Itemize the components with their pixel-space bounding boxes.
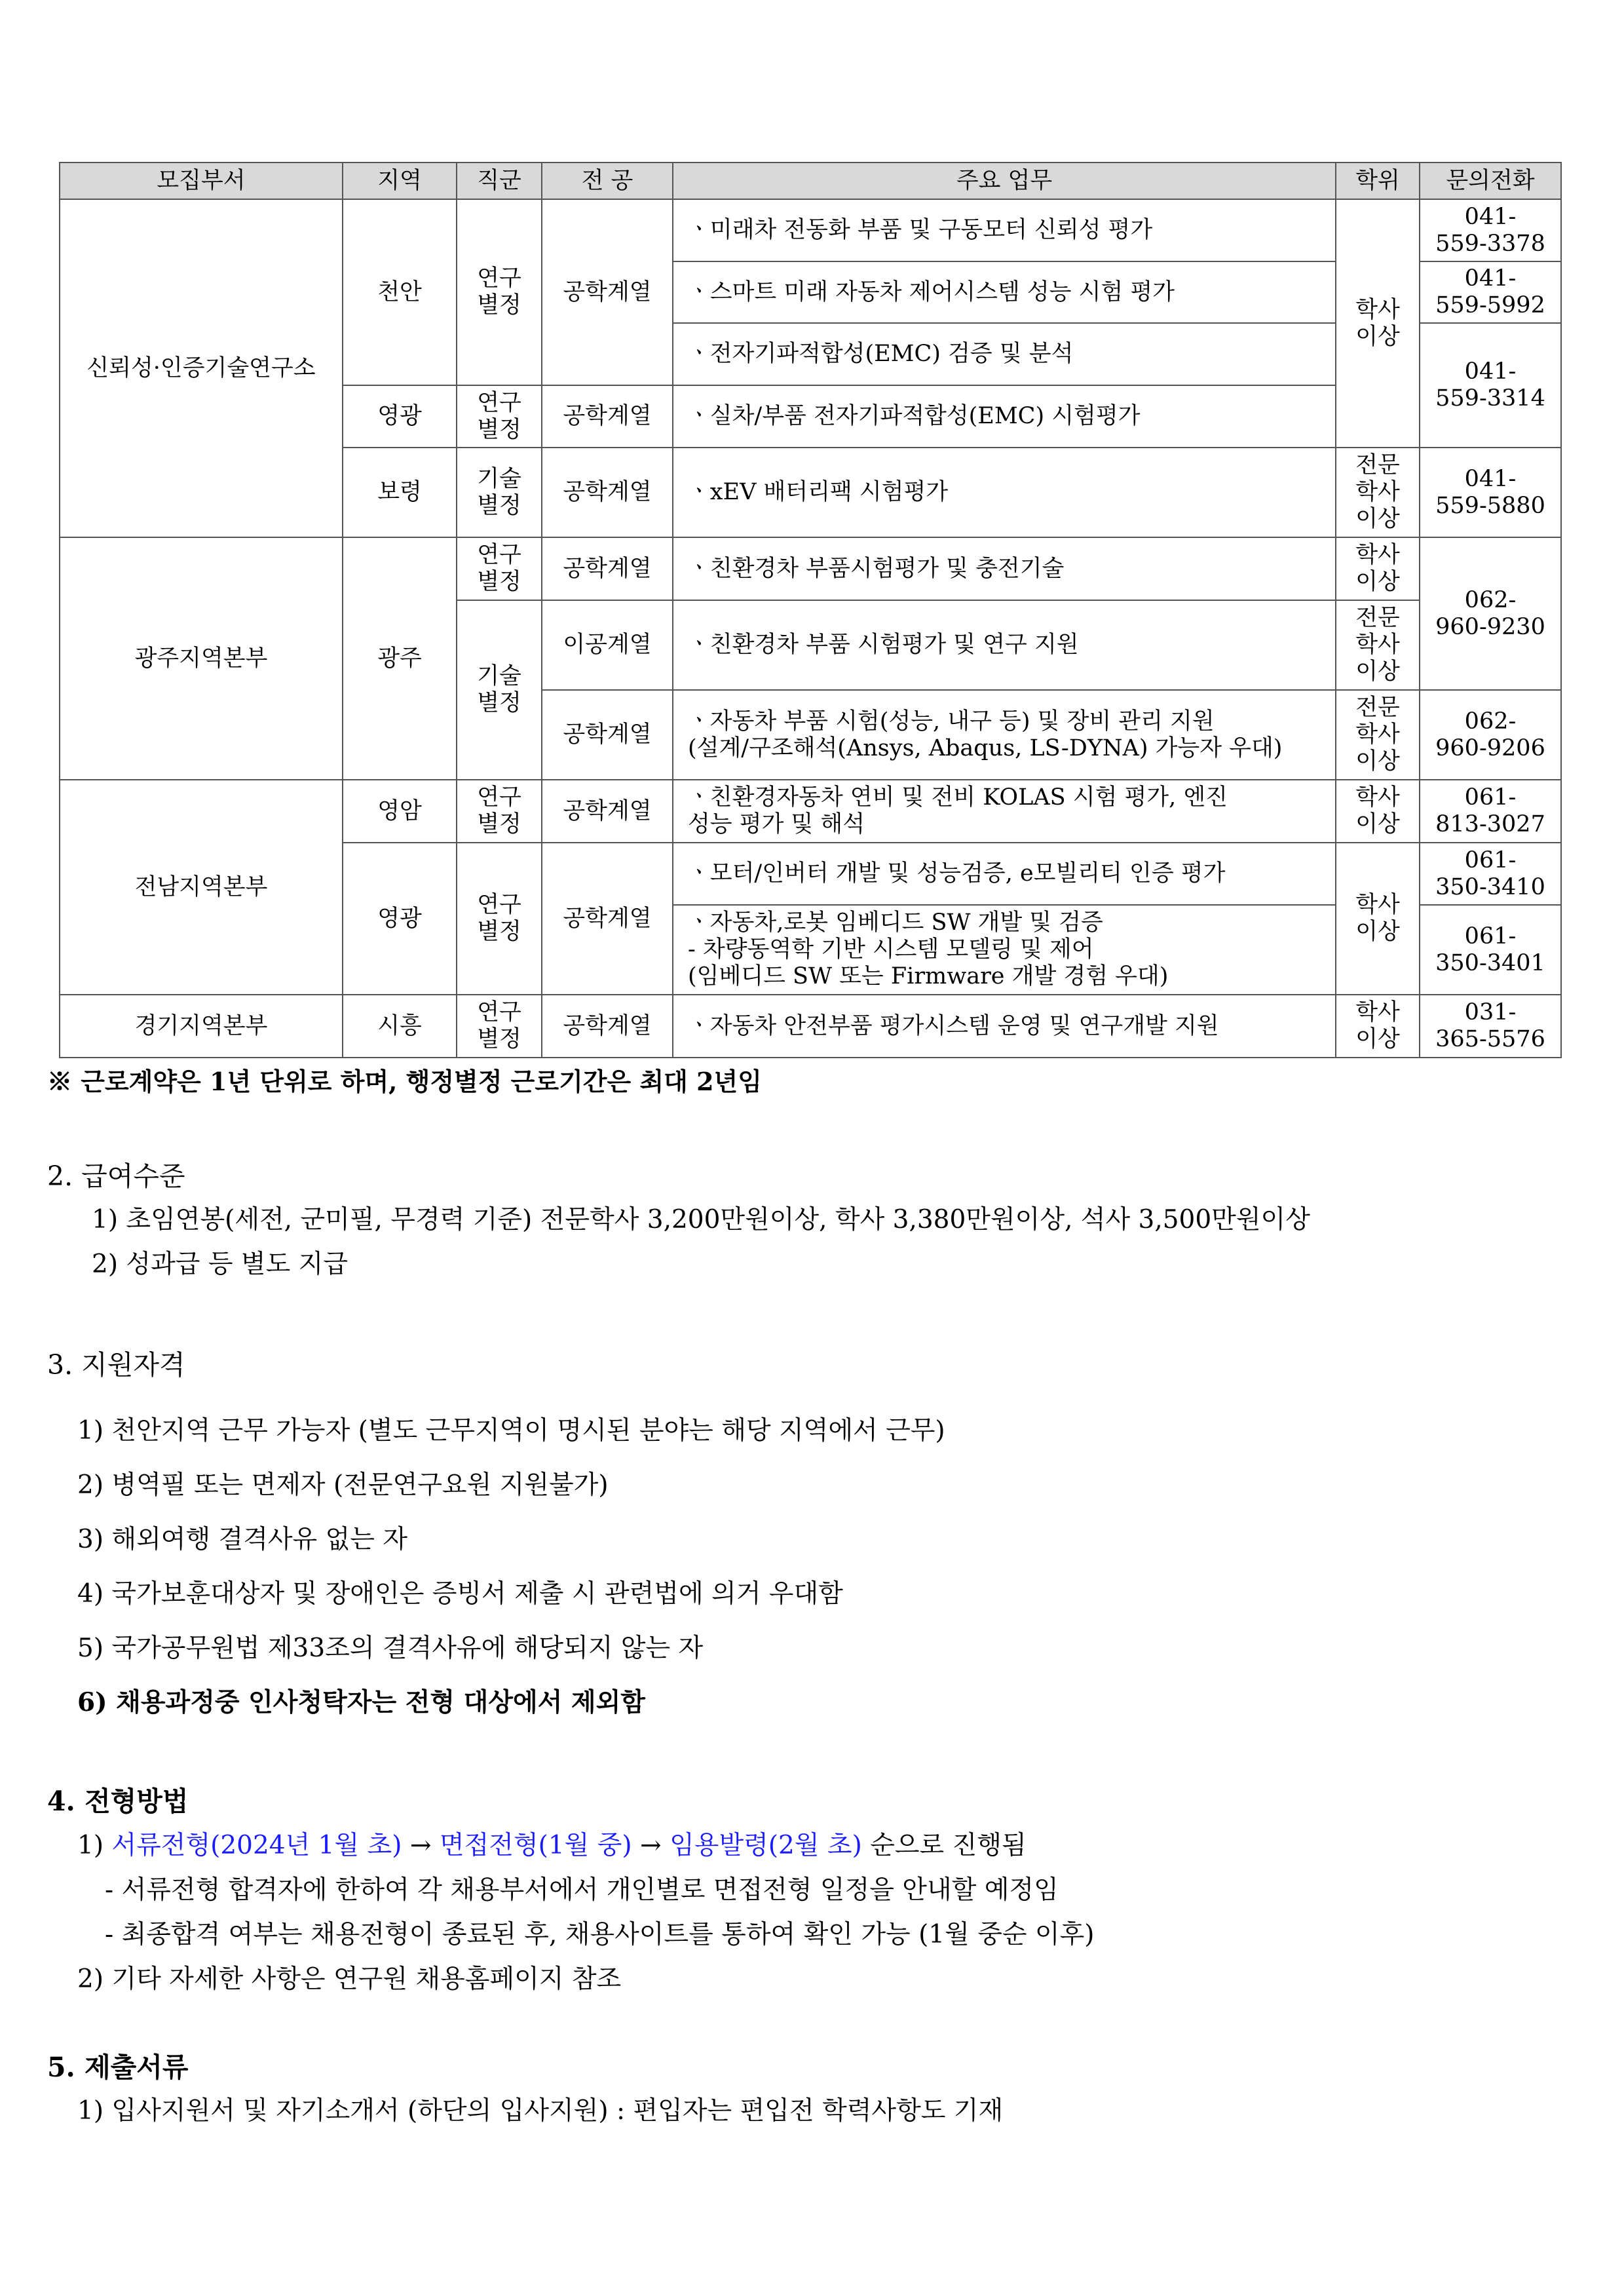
major-cell: 공학계열 [542, 537, 673, 600]
group-cell: 연구 별정 [457, 537, 542, 600]
phone-cell: 061- 813-3027 [1420, 780, 1561, 843]
major-cell: 공학계열 [542, 199, 673, 385]
selection-sub-1: - 서류전형 합격자에 한하여 각 채용부서에서 개인별로 면접전형 일정을 안내할 예정임 [105, 1875, 1059, 1905]
region-cell: 영광 [343, 385, 457, 448]
degree-cell: 학사 이상 [1336, 995, 1420, 1058]
major-cell: 공학계열 [542, 995, 673, 1058]
selection-step-line [77, 1825, 1027, 1862]
group-cell: 연구 별정 [457, 199, 542, 385]
salary-item-2: 2) 성과급 등 별도 지급 [92, 1250, 349, 1279]
region-cell: 천안 [343, 199, 457, 385]
section-title-selection: 4. 전형방법 [47, 1786, 189, 1817]
major-cell: 공학계열 [542, 690, 673, 780]
region-cell: 영암 [343, 780, 457, 843]
phone-cell: 062- 960-9206 [1420, 690, 1561, 780]
phone-cell: 041- 559-5880 [1420, 448, 1561, 537]
header-degree: 학위 [1336, 163, 1420, 199]
dept-cell: 경기지역본부 [60, 995, 343, 1058]
region-cell: 보령 [343, 448, 457, 537]
header-region: 지역 [343, 163, 457, 199]
qualification-item-1: 1) 천안지역 근무 가능자 (별도 근무지역이 명시된 분야는 해당 지역에서 근무) [77, 1416, 945, 1445]
group-cell: 연구 별정 [457, 843, 542, 995]
table-row [60, 199, 1561, 261]
task-cell: ㆍ스마트 미래 자동차 제어시스템 성능 시험 평가 [673, 261, 1336, 323]
degree-cell: 전문 학사 이상 [1336, 600, 1420, 690]
degree-cell: 전문 학사 이상 [1336, 448, 1420, 537]
group-cell: 기술 별정 [457, 600, 542, 780]
group-cell: 기술 별정 [457, 448, 542, 537]
appointment: 임용발령(2월 초) [670, 1831, 862, 1860]
major-cell: 공학계열 [542, 448, 673, 537]
recruitment-table [59, 162, 1562, 1058]
phone-cell: 062- 960-9230 [1420, 537, 1561, 690]
task-cell: ㆍ자동차 부품 시험(성능, 내구 등) 및 장비 관리 지원 (설계/구조해석(Ansys, Abaqus, LS-DYNA) 가능자 우대) [673, 690, 1336, 780]
group-cell: 연구 별정 [457, 995, 542, 1058]
selection-step-suffix: 순으로 진행됨 [861, 1831, 1027, 1860]
task-cell: ㆍ자동차,로봇 임베디드 SW 개발 및 검증 - 차량동역학 기반 시스템 모델링 및 제어 (임베디드 SW 또는 Firmware 개발 경험 우대) [673, 905, 1336, 995]
task-cell: ㆍxEV 배터리팩 시험평가 [673, 448, 1336, 537]
section-title-salary: 2. 급여수준 [47, 1160, 185, 1192]
task-cell: ㆍ모터/인버터 개발 및 성능검증, e모빌리티 인증 평가 [673, 843, 1336, 905]
table-header-row [60, 163, 1561, 199]
phone-cell: 041- 559-3378 [1420, 199, 1561, 261]
task-cell: ㆍ전자기파적합성(EMC) 검증 및 분석 [673, 323, 1336, 385]
degree-cell: 전문 학사 이상 [1336, 690, 1420, 780]
phone-cell: 041- 559-5992 [1420, 261, 1561, 323]
degree-cell: 학사 이상 [1336, 537, 1420, 600]
phone-cell: 031- 365-5576 [1420, 995, 1561, 1058]
contract-note: ※ 근로계약은 1년 단위로 하며, 행정별정 근로기간은 최대 2년임 [47, 1067, 762, 1096]
selection-sub-2: - 최종합격 여부는 채용전형이 종료된 후, 채용사이트를 통하여 확인 가능 (1월 중순 이후) [105, 1920, 1095, 1949]
section-title-documents: 5. 제출서류 [47, 2052, 189, 2083]
section-title-qualification: 3. 지원자격 [47, 1349, 185, 1381]
major-cell: 이공계열 [542, 600, 673, 690]
qualification-item-4: 4) 국가보훈대상자 및 장애인은 증빙서 제출 시 관련법에 의거 우대함 [77, 1579, 843, 1609]
task-cell: ㆍ친환경차 부품시험평가 및 충전기술 [673, 537, 1336, 600]
header-dept: 모집부서 [60, 163, 343, 199]
task-cell: ㆍ자동차 안전부품 평가시스템 운영 및 연구개발 지원 [673, 995, 1336, 1058]
task-cell: ㆍ친환경차 부품 시험평가 및 연구 지원 [673, 600, 1336, 690]
header-major: 전 공 [542, 163, 673, 199]
dept-cell: 전남지역본부 [60, 780, 343, 995]
phone-cell: 041- 559-3314 [1420, 323, 1561, 448]
phone-cell: 061- 350-3401 [1420, 905, 1561, 995]
arrow-icon: → [402, 1831, 440, 1860]
region-cell: 시흥 [343, 995, 457, 1058]
arrow-icon: → [632, 1831, 670, 1860]
salary-item-1: 1) 초임연봉(세전, 군미필, 무경력 기준) 전문학사 3,200만원이상, 학사 3,380만원이상, 석사 3,500만원이상 [92, 1205, 1310, 1234]
group-cell: 연구 별정 [457, 780, 542, 843]
region-cell: 영광 [343, 843, 457, 995]
documents-item-1: 1) 입사지원서 및 자기소개서 (하단의 입사지원) : 편입자는 편입전 학력사항도 기재 [77, 2096, 1004, 2126]
task-cell: ㆍ친환경자동차 연비 및 전비 KOLAS 시험 평가, 엔진 성능 평가 및 해석 [673, 780, 1336, 843]
table-row [60, 995, 1561, 1058]
qualification-item-5: 5) 국가공무원법 제33조의 결격사유에 해당되지 않는 자 [77, 1634, 704, 1663]
major-cell: 공학계열 [542, 385, 673, 448]
interview-screening: 면접전형(1월 중) [439, 1831, 632, 1860]
task-cell: ㆍ미래차 전동화 부품 및 구동모터 신뢰성 평가 [673, 199, 1336, 261]
major-cell: 공학계열 [542, 780, 673, 843]
degree-cell: 학사 이상 [1336, 199, 1420, 448]
major-cell: 공학계열 [542, 843, 673, 995]
header-group: 직군 [457, 163, 542, 199]
selection-step-number: 1) [77, 1831, 112, 1860]
degree-cell: 학사 이상 [1336, 843, 1420, 995]
degree-cell: 학사 이상 [1336, 780, 1420, 843]
qualification-item-2: 2) 병역필 또는 면제자 (전문연구요원 지원불가) [77, 1470, 609, 1500]
table-row [60, 537, 1561, 600]
dept-cell: 광주지역본부 [60, 537, 343, 780]
document-screening: 서류전형(2024년 1월 초) [111, 1831, 402, 1860]
phone-cell: 061- 350-3410 [1420, 843, 1561, 905]
qualification-item-3: 3) 해외여행 결격사유 없는 자 [77, 1525, 408, 1554]
header-phone: 문의전화 [1420, 163, 1561, 199]
dept-cell: 신뢰성·인증기술연구소 [60, 199, 343, 537]
group-cell: 연구 별정 [457, 385, 542, 448]
header-task: 주요 업무 [673, 163, 1336, 199]
task-cell: ㆍ실차/부품 전자기파적합성(EMC) 시험평가 [673, 385, 1336, 448]
selection-item-2: 2) 기타 자세한 사항은 연구원 채용홈페이지 참조 [77, 1964, 622, 1994]
table-row [60, 780, 1561, 843]
region-cell: 광주 [343, 537, 457, 780]
qualification-item-6: 6) 채용과정중 인사청탁자는 전형 대상에서 제외함 [77, 1687, 645, 1717]
